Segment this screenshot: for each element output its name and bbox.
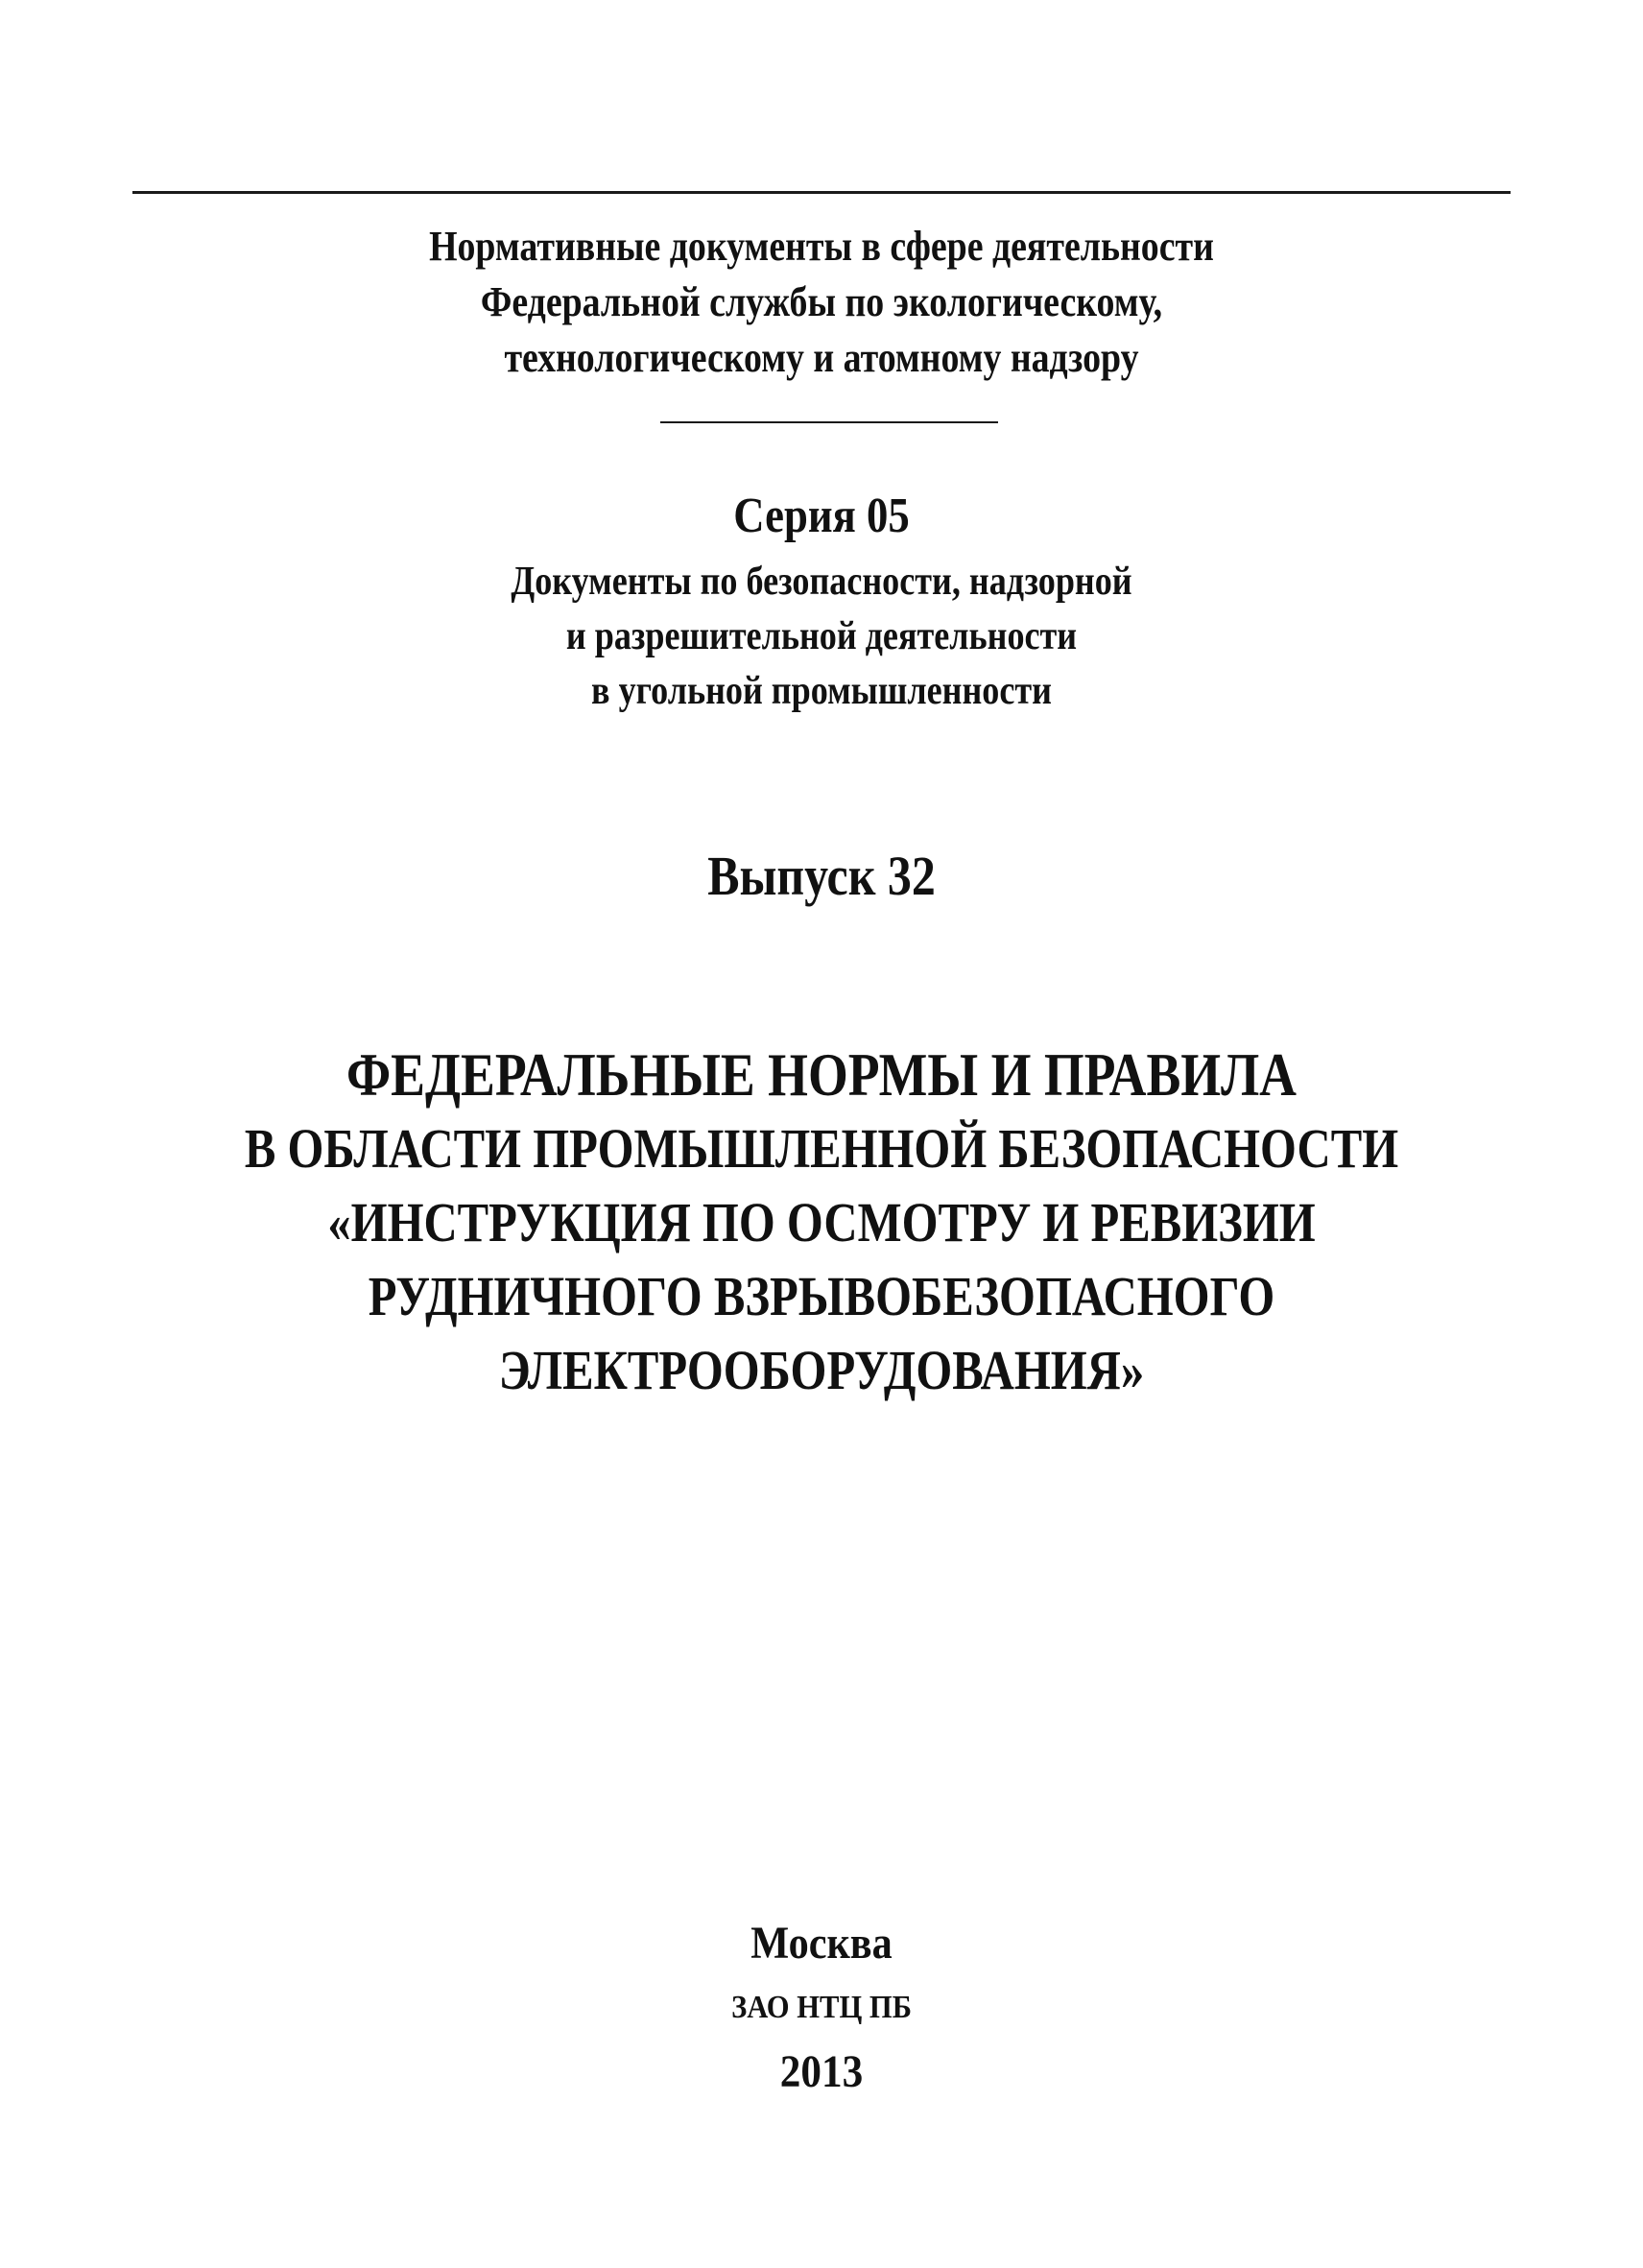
imprint-year: 2013 xyxy=(779,2046,864,2097)
title-line-2: В ОБЛАСТИ ПРОМЫШЛЕННОЙ БЕЗОПАСНОСТИ xyxy=(244,1117,1399,1180)
title-line-4: РУДНИЧНОГО ВЗРЫВОБЕЗОПАСНОГО xyxy=(368,1265,1275,1327)
issue-number: Выпуск 32 xyxy=(707,845,936,907)
title-line-1: ФЕДЕРАЛЬНЫЕ НОРМЫ И ПРАВИЛА xyxy=(346,1040,1297,1109)
header-line-2: Федеральной службы по экологическому, xyxy=(480,278,1163,325)
header-divider xyxy=(660,421,998,423)
top-rule xyxy=(132,191,1511,194)
series-number: Серия 05 xyxy=(733,489,910,543)
series-description xyxy=(115,555,1528,719)
header-line-3: технологическому и атомному надзору xyxy=(504,334,1139,381)
imprint-publisher: ЗАО НТЦ ПБ xyxy=(731,1990,912,2025)
series-line-2: и разрешительной деятельности xyxy=(565,614,1078,658)
title-line-3: «ИНСТРУКЦИЯ ПО ОСМОТРУ И РЕВИЗИИ xyxy=(327,1191,1316,1253)
series-header xyxy=(115,219,1528,386)
header-line-1: Нормативные документы в сфере деятельности xyxy=(429,223,1214,270)
document-title xyxy=(131,1038,1512,1407)
series-line-3: в угольной промышленности xyxy=(591,669,1052,713)
title-line-5: ЭЛЕКТРООБОРУДОВАНИЯ» xyxy=(498,1339,1145,1401)
imprint-city: Москва xyxy=(750,1918,893,1969)
series-line-1: Документы по безопасности, надзорной xyxy=(511,560,1132,604)
